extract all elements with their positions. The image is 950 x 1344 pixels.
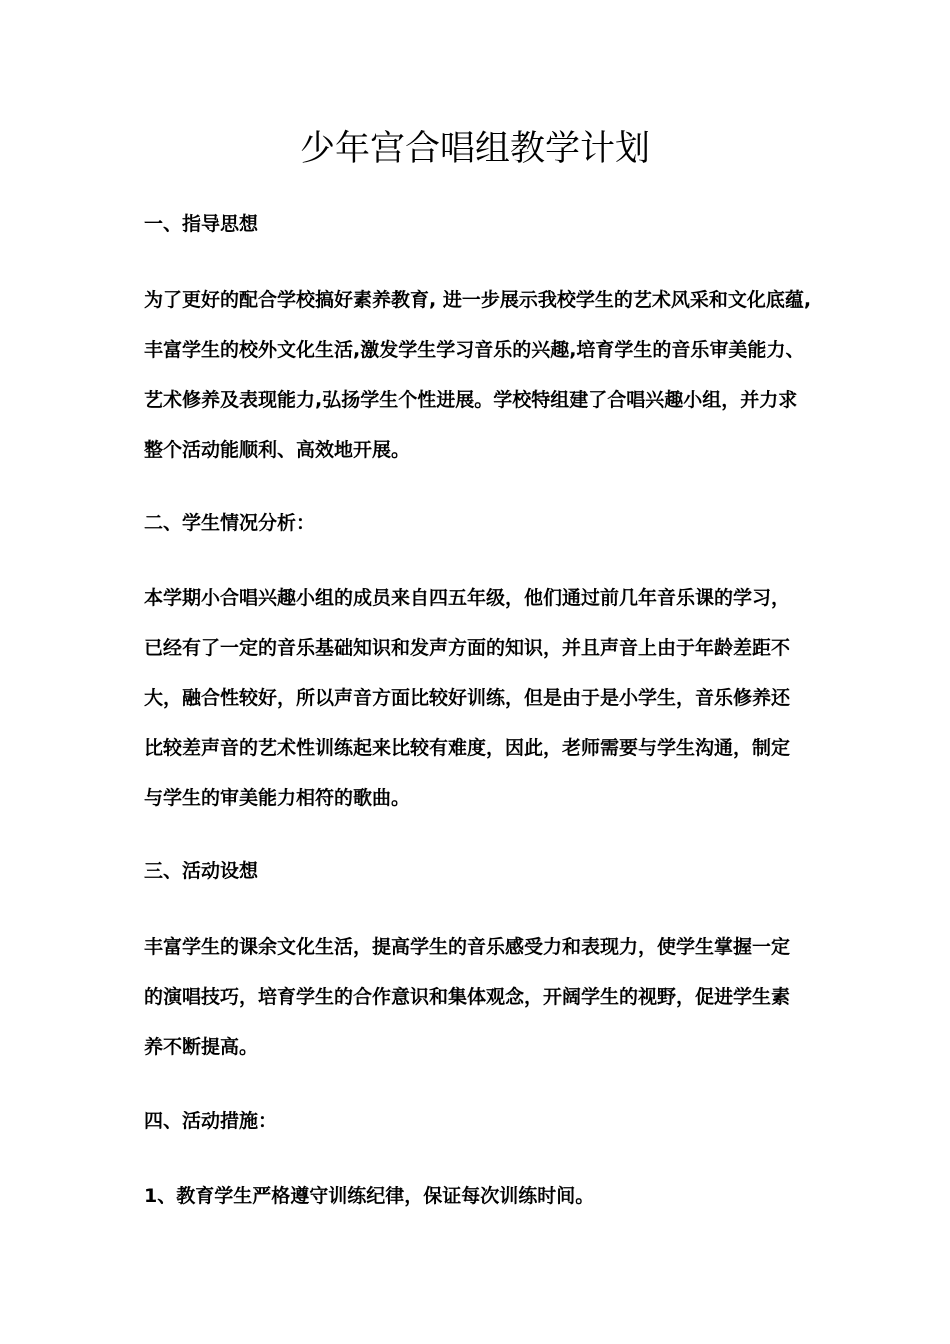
section-heading-activity-plan: 三、活动设想 — [144, 860, 259, 882]
measure-item: 1、教育学生严格遵守训练纪律，保证每次训练时间。 — [144, 1185, 595, 1207]
paragraph-line: 整个活动能顺利、高效地开展。 — [144, 439, 411, 461]
paragraph-line: 比较差声音的艺术性训练起来比较有难度，因此，老师需要与学生沟通，制定 — [144, 737, 791, 759]
paragraph-line: 丰富学生的校外文化生活,激发学生学习音乐的兴趣,培育学生的音乐审美能力、 — [144, 339, 805, 361]
paragraph-line: 的演唱技巧，培育学生的合作意识和集体观念，开阔学生的视野，促进学生素 — [144, 986, 791, 1008]
paragraph-line: 艺术修养及表现能力,弘扬学生个性进展。学校特组建了合唱兴趣小组，并力求 — [144, 389, 798, 411]
section-heading-activity-measures: 四、活动措施： — [144, 1110, 278, 1132]
section-paragraph-guiding-ideology — [144, 287, 824, 487]
document-title: 少年宫合唱组教学计划 — [299, 129, 650, 169]
section-heading-guiding-ideology: 一、指导思想 — [144, 213, 259, 235]
section-heading-student-analysis: 二、学生情况分析： — [144, 512, 316, 534]
paragraph-line: 养不断提高。 — [144, 1036, 259, 1058]
section-paragraph-activity-plan — [144, 934, 824, 1084]
paragraph-line: 为了更好的配合学校搞好素养教育, 进一步展示我校学生的艺术风采和文化底蕴, — [144, 289, 812, 311]
paragraph-line: 大，融合性较好，所以声音方面比较好训练，但是由于是小学生，音乐修养还 — [144, 687, 791, 709]
paragraph-line: 本学期小合唱兴趣小组的成员来自四五年级，他们通过前几年音乐课的学习， — [144, 587, 791, 609]
paragraph-line: 与学生的审美能力相符的歌曲。 — [144, 787, 411, 809]
paragraph-line: 已经有了一定的音乐基础知识和发声方面的知识，并且声音上由于年龄差距不 — [144, 637, 791, 659]
paragraph-line: 丰富学生的课余文化生活，提高学生的音乐感受力和表现力，使学生掌握一定 — [144, 936, 791, 958]
section-paragraph-student-analysis — [144, 585, 824, 835]
